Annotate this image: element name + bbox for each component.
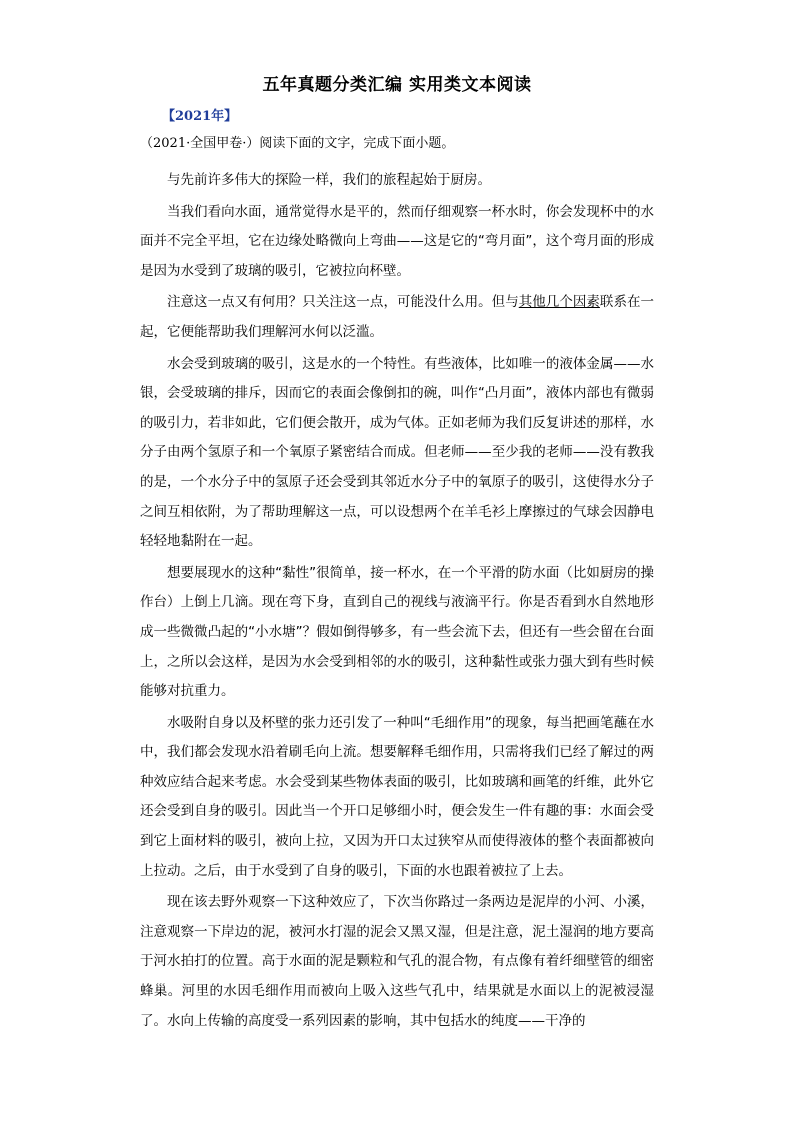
paragraph-4: 水会受到玻璃的吸引，这是水的一个特性。有些液体，比如唯一的液体金属——水银，会受玻璃的排斥，因而它的表面会像倒扣的碗，叫作“凸月面”，液体内部也有微弱的吸引力，若非如此，它们便会散开，成为气体。正如老师为我们反复讲述的那样，水分子由两个氢原子和一个氧原子紧密结合而成。但老师——至少我的老师——没有教我的是，一个水分子中的氢原子还会受到其邻近水分子中的氧原子的吸引，这使得水分子之间互相依附，为了帮助理解这一点，可以设想两个在羊毛衫上摩擦过的气球会因静电轻轻地黏附在一起。 (140, 355, 654, 550)
paragraph-3 (140, 288, 654, 347)
question-source: （2021·全国甲卷·）阅读下面的文字，完成下面小题。 (140, 136, 455, 151)
paragraph-7: 现在该去野外观察一下这种效应了，下次当你路过一条两边是泥岸的小河、小溪，注意观察一下岸边的泥，被河水打湿的泥会又黑又湿，但是注意，泥土湿润的地方要高于河水拍打的位置。高于水面的泥是颗粒和气孔的混合物，有点像有着纤细壁管的细密蜂巢。河里的水因毛细作用而被向上吸入这些气孔中，结果就是水面以上的泥被浸湿了。水向上传输的高度受一系列因素的影响，其中包括水的纯度——干净的 (140, 894, 654, 1029)
paragraph-1: 与先前许多伟大的探险一样，我们的旅程起始于厨房。 (167, 172, 491, 188)
document-title: 五年真题分类汇编 实用类文本阅读 (262, 75, 532, 95)
year-tag: 【2021年】 (162, 109, 238, 124)
paragraph-5: 想要展现水的这种“黏性”很简单，接一杯水，在一个平滑的防水面（比如厨房的操作台）上倒上几滴。现在弯下身，直到自己的视线与液滴平行。你是否看到水自然地形成一些微微凸起的“小水塘”？假如倒得够多，有一些会流下去，但还有一些会留在台面上，之所以会这样，是因为水会受到相邻的水的吸引，这种黏性或张力强大到有些时候能够对抗重力。 (140, 564, 654, 700)
underlined-phrase: 其他几个因素 (518, 294, 600, 311)
paragraph-3-before: 注意这一点又有何用？只关注这一点，可能没什么用。但与 (167, 294, 519, 311)
paragraph-6: 水吸附自身以及杯壁的张力还引发了一种叫“毛细作用”的现象，每当把画笔蘸在水中，我们都会发现水沿着刷毛向上流。想要解释毛细作用，只需将我们已经了解过的两种效应结合起来考虑。水会受到某些物体表面的吸引，比如玻璃和画笔的纤维，此外它还会受到自身的吸引。因此当一个开口足够细小时，便会发生一件有趣的事：水面会受到它上面材料的吸引，被向上拉，又因为开口太过狭窄从而使得液体的整个表面都被向上拉动。之后，由于水受到了自身的吸引，下面的水也跟着被拉了上去。 (140, 714, 654, 879)
paragraph-3-after: 联系在一起，它便能帮助我们理解河水何以泛滥。 (140, 294, 655, 340)
paragraph-2: 当我们看向水面，通常觉得水是平的，然而仔细观察一杯水时，你会发现杯中的水面并不完全平坦，它在边缘处略微向上弯曲——这是它的“弯月面”，这个弯月面的形成是因为水受到了玻璃的吸引，它被拉向杯壁。 (140, 203, 654, 279)
